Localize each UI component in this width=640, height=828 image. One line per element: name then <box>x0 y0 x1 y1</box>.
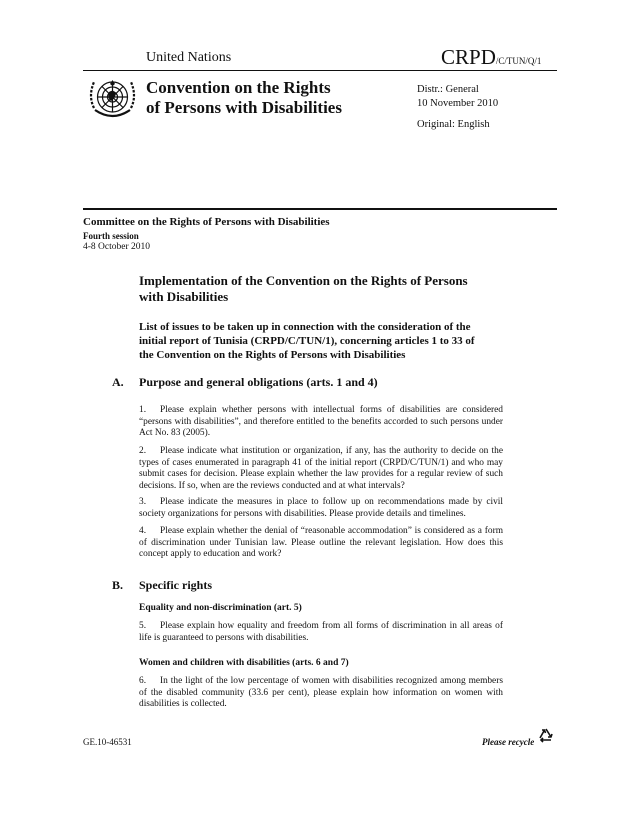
paragraph-text: Please explain how equality and freedom from all forms of discrimination in all areas of life is guaranteed to persons with disabilities. <box>139 621 503 643</box>
paragraph-2 <box>139 446 503 493</box>
document-subtitle-line3: the Convention on the Rights of Persons with Disabilities <box>139 349 406 361</box>
paragraph-text: Please indicate what institution or organization, if any, has the authority to decide on the types of cases enumerated in paragraph 41 of the initial report (CRPD/C/TUN/1) and who may submit cases for decision. Please explain whether the law provides for a regular review of such decisions. If so, when are the reviews conducted and at what intervals? <box>139 446 503 492</box>
section-b-letter: B. <box>112 578 124 592</box>
org-name: United Nations <box>146 50 232 65</box>
section-a-title: Purpose and general obligations (arts. 1 and 4) <box>139 375 378 389</box>
subheading-equality: Equality and non-discrimination (art. 5) <box>139 603 302 613</box>
symbol-main: CRPD <box>441 45 496 69</box>
paragraph-number: 2. <box>139 446 147 456</box>
recycle-icon <box>536 727 556 747</box>
distribution-label: Distr.: General <box>417 84 479 95</box>
paragraph-1 <box>139 405 503 440</box>
title-rule <box>83 208 557 210</box>
issue-date: 10 November 2010 <box>417 98 499 109</box>
paragraph-text: In the light of the low percentage of women with disabilities recognized among members of the disabled community (33.6 per cent), please explain how information on women with disabilities is collected. <box>139 676 503 710</box>
recycle-note: Please recycle <box>482 737 535 747</box>
paragraph-4 <box>139 526 503 561</box>
paragraph-6 <box>139 676 503 711</box>
paragraph-text: Please explain whether the denial of “reasonable accommodation” is considered as a form of discrimination under Tunisian law. Please outline the relevant legislation. How does this concept apply to education and work? <box>139 526 503 560</box>
paragraph-number: 1. <box>139 405 147 415</box>
document-code: GE.10-46531 <box>83 737 132 747</box>
subheading-women-children: Women and children with disabilities (arts. 6 and 7) <box>139 658 349 668</box>
paragraph-3 <box>139 497 503 520</box>
document-subtitle <box>139 320 559 362</box>
distribution-info <box>417 83 498 111</box>
convention-title <box>146 78 342 118</box>
document-symbol <box>441 45 541 70</box>
paragraph-number: 3. <box>139 497 147 507</box>
paragraph-number: 6. <box>139 676 147 686</box>
paragraph-text: Please explain whether persons with intellectual forms of disabilities are considered “persons with disabilities”, and therefore entitled to the benefits accorded to such persons under Act No. 83 (2005). <box>139 405 503 439</box>
session-dates: 4-8 October 2010 <box>83 242 151 252</box>
section-b-title: Specific rights <box>139 578 212 592</box>
paragraph-number: 5. <box>139 621 147 631</box>
section-a-letter: A. <box>112 375 124 389</box>
document-title-line2: with Disabilities <box>139 289 229 304</box>
paragraph-number: 4. <box>139 526 147 536</box>
document-title-line1: Implementation of the Convention on the Rights of Persons <box>139 273 468 288</box>
convention-title-line2: of Persons with Disabilities <box>146 98 342 117</box>
document-subtitle-line2: initial report of Tunisia (CRPD/C/TUN/1), concerning articles 1 to 33 of <box>139 335 475 347</box>
paragraph-5 <box>139 621 503 644</box>
document-subtitle-line1: List of issues to be taken up in connection with the consideration of the <box>139 321 471 333</box>
convention-title-line1: Convention on the Rights <box>146 78 331 97</box>
un-emblem-icon <box>85 72 140 127</box>
symbol-suffix: /C/TUN/Q/1 <box>495 56 542 66</box>
header-rule <box>83 70 557 71</box>
committee-name: Committee on the Rights of Persons with Disabilities <box>83 216 330 228</box>
original-language: Original: English <box>417 119 490 130</box>
document-title <box>139 273 529 305</box>
session-label: Fourth session <box>83 231 139 241</box>
paragraph-text: Please indicate the measures in place to follow up on recommendations made by civil society organizations for persons with disabilities. Please provide details and timelines. <box>139 497 503 519</box>
